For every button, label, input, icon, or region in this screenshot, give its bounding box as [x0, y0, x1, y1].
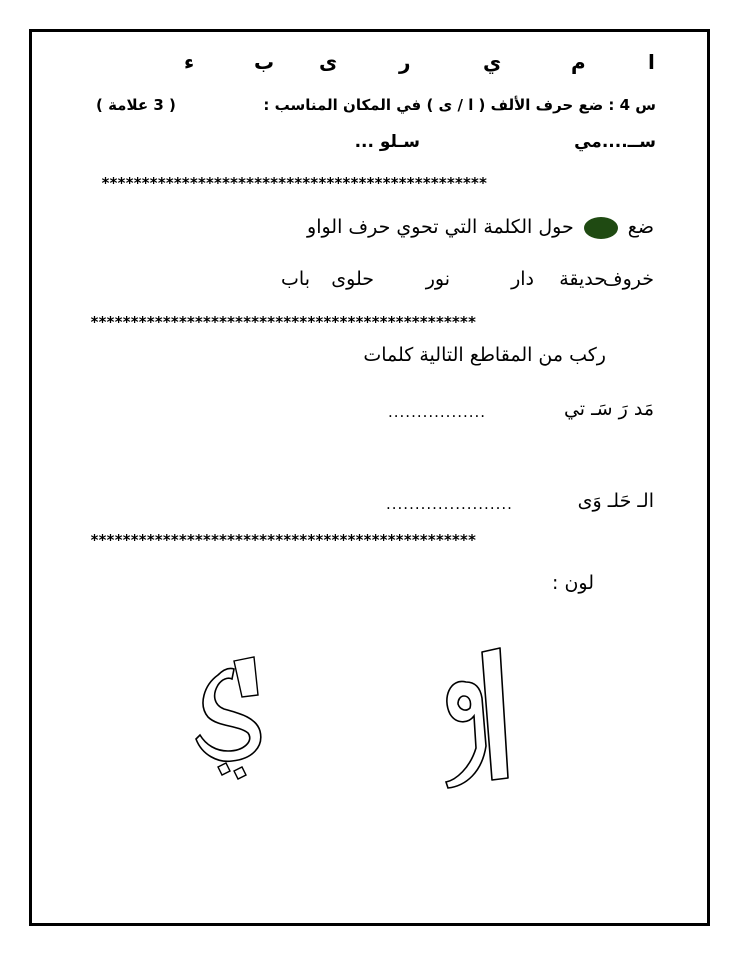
word-helwa: حلوى	[331, 268, 374, 290]
fill-word-2: سـلو ...	[354, 132, 420, 152]
syllables-row-2: الـ حَلـ وَى	[577, 490, 654, 512]
fill-word-1: ســ....مي	[574, 132, 656, 152]
green-circle-icon	[584, 217, 618, 239]
instruction-place-label: ضع	[627, 216, 654, 238]
circle-instruction	[307, 216, 654, 239]
answer-blank-1: .................	[388, 403, 487, 421]
letter-raa: ر	[399, 50, 411, 74]
worksheet-frame	[29, 29, 710, 926]
waw-outline-icon	[420, 628, 530, 808]
letter-alef: ا	[648, 50, 655, 74]
question-text: س 4 : ضع حرف الألف ( ا / ى ) في المكان المناسب :	[263, 96, 656, 114]
question-marks: ( 3 علامة )	[96, 96, 176, 114]
instruction-text: حول الكلمة التي تحوي حرف الواو	[307, 216, 574, 238]
separator-1: ************************************************	[101, 174, 487, 192]
answer-blank-2: ......................	[386, 495, 513, 513]
word-dar: دار	[511, 268, 534, 290]
word-kharouf: خروف	[602, 268, 654, 290]
letter-meem: م	[571, 50, 586, 74]
outline-letter-waw	[420, 628, 530, 808]
word-nour: نور	[425, 268, 450, 290]
word-bab: باب	[281, 268, 310, 290]
letter-yaa: ي	[483, 50, 502, 74]
separator-3: ************************************************	[90, 531, 476, 549]
letter-alef-maqsura: ى	[319, 50, 338, 74]
separator-2: ************************************************	[90, 313, 476, 331]
letter-hamza: ء	[184, 50, 195, 74]
yaa-outline-icon	[188, 655, 278, 795]
compose-instruction: ركب من المقاطع التالية كلمات	[363, 344, 606, 366]
syllables-row-1: مَد رَ سَـ تي	[563, 398, 654, 420]
outline-letter-yaa	[188, 655, 278, 795]
color-label: لون :	[552, 572, 594, 594]
word-hadiqa: حديقة	[559, 268, 606, 290]
letter-baa: ب	[254, 50, 275, 74]
